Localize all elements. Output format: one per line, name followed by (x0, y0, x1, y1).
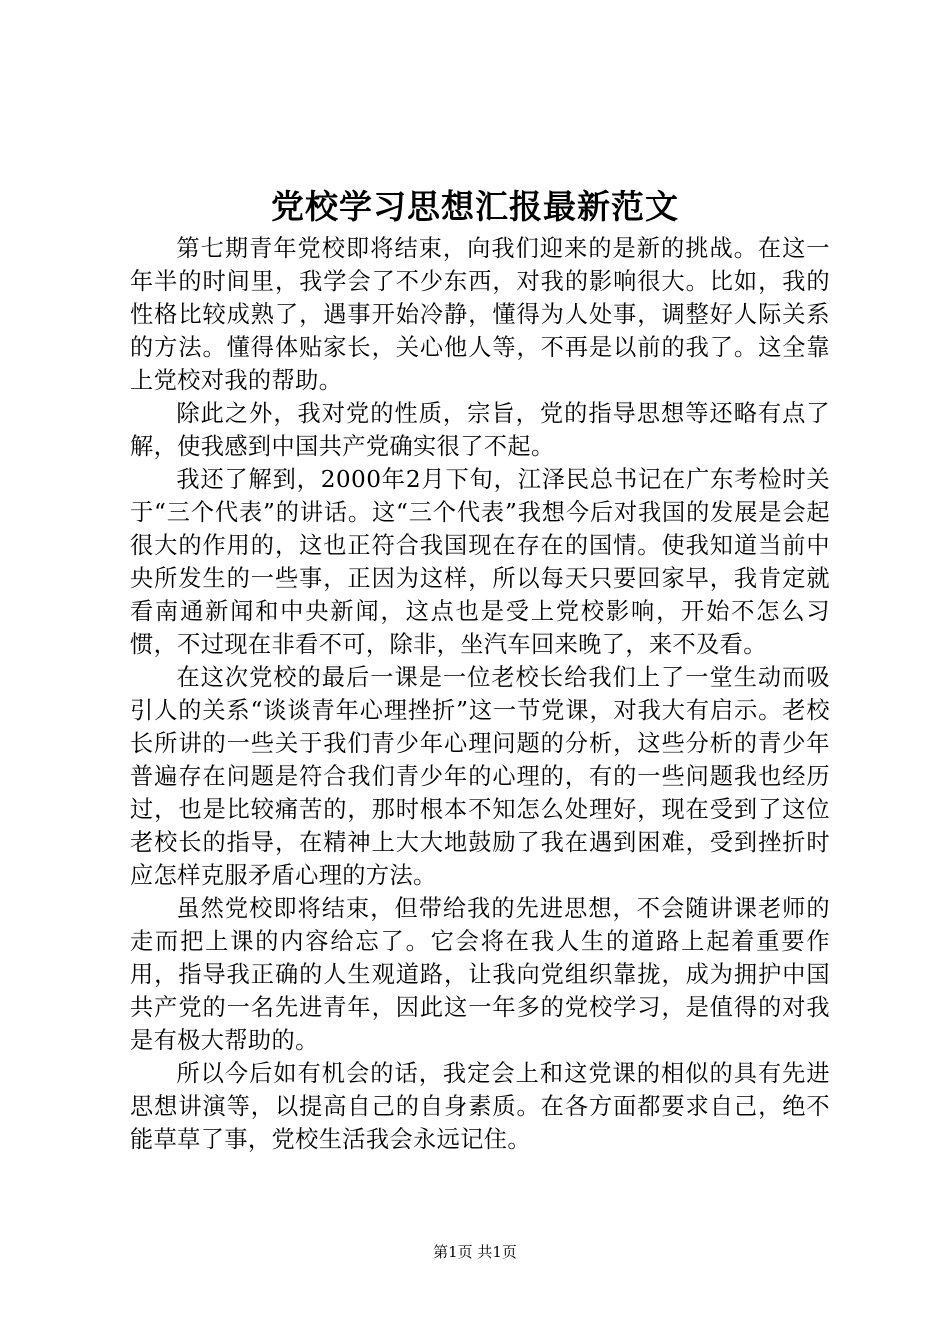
paragraph-3: 我还了解到，2000年2月下旬，江泽民总书记在广东考检时关于“三个代表”的讲话。这“三个代表”我想今后对我国的发展是会起很大的作用的，这也正符合我国现在存在的国情。使我知道当前中央所发生的一些事，正因为这样，所以每天只要回家早，我肯定就看南通新闻和中央新闻，这点也是受上党校影响，开始不怎么习惯，不过现在非看不可，除非，坐汽车回来晚了，来不及看。 (130, 466, 830, 658)
paragraph-4: 在这次党校的最后一课是一位老校长给我们上了一堂生动而吸引人的关系“谈谈青年心理挫折”这一节党课，对我大有启示。老校长所讲的一些关于我们青少年心理问题的分析，这些分析的青少年普遍存在问题是符合我们青少年的心理的，有的一些问题我也经历过，也是比较痛苦的，那时根本不知怎么处理好，现在受到了这位老校长的指导，在精神上大大地鼓励了我在遇到困难，受到挫折时应怎样克服矛盾心理的方法。 (130, 664, 830, 889)
document-body (130, 232, 830, 1156)
paragraph-1: 第七期青年党校即将结束，向我们迎来的是新的挑战。在这一年半的时间里，我学会了不少东西，对我的影响很大。比如，我的性格比较成熟了，遇事开始冷静，懂得为人处事，调整好人际关系的方法。懂得体贴家长，关心他人等，不再是以前的我了。这全靠上党校对我的帮助。 (130, 235, 830, 394)
paragraph-2: 除此之外，我对党的性质，宗旨，党的指导思想等还略有点了解，使我感到中国共产党确实很了不起。 (130, 400, 830, 460)
document-title: 党校学习思想汇报最新范文 (271, 187, 679, 226)
page-number-footer: 第1页 共1页 (433, 1243, 517, 1261)
paragraph-5: 虽然党校即将结束，但带给我的先进思想，不会随讲课老师的走而把上课的内容给忘了。它会将在我人生的道路上起着重要作用，指导我正确的人生观道路，让我向党组织靠拢，成为拥护中国共产党的一名先进青年，因此这一年多的党校学习，是值得的对我是有极大帮助的。 (130, 895, 830, 1054)
paragraph-6: 所以今后如有机会的话，我定会上和这党课的相似的具有先进思想讲演等，以提高自己的自身素质。在各方面都要求自己，绝不能草草了事，党校生活我会永远记住。 (130, 1060, 830, 1153)
